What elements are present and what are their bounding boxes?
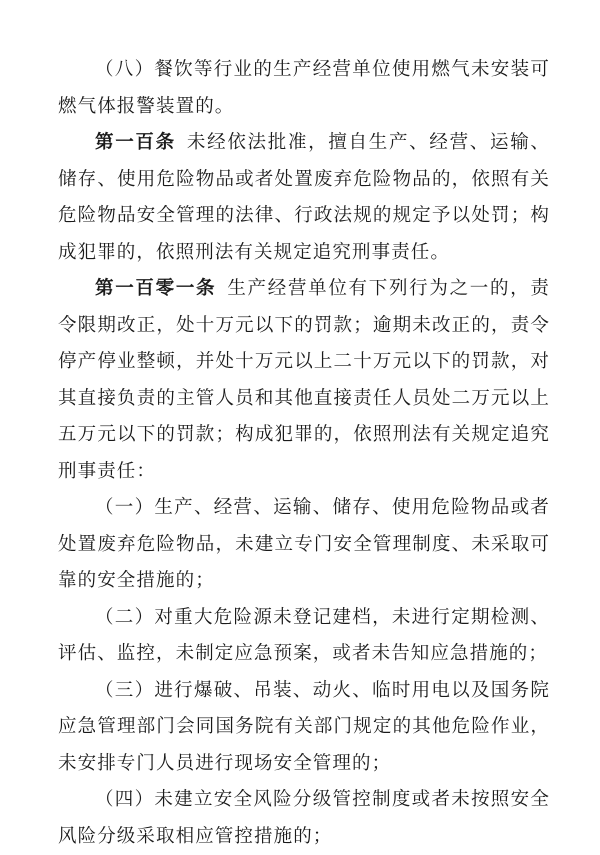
paragraph-text: （四）未建立安全风险分级管控制度或者未按照安全风险分级采取相应管控措施的； (58, 789, 550, 847)
paragraph-text: 未经依法批准，擅自生产、经营、运输、储存、使用危险物品或者处置废弃危险物品的，依照有关危险物品安全管理的法律、行政法规的规定予以处罚；构成犯罪的，依照刑法有关规定追究刑事责任。 (58, 132, 550, 263)
article-number: 第一百条 (95, 132, 176, 153)
article-number: 第一百零一条 (95, 278, 217, 299)
paragraph-item-4 (58, 782, 550, 855)
paragraph-item-3 (58, 673, 550, 783)
paragraph-item-2 (58, 600, 550, 673)
article-100 (58, 125, 550, 271)
paragraph-text: （二）对重大危险源未登记建档，未进行定期检测、评估、监控，未制定应急预案，或者未告知应急措施的； (58, 606, 550, 664)
paragraph-text: （三）进行爆破、吊装、动火、临时用电以及国务院应急管理部门会同国务院有关部门规定的其他危险作业，未安排专门人员进行现场安全管理的； (58, 679, 550, 774)
paragraph-item-1 (58, 490, 550, 600)
paragraph-item-8 (58, 52, 550, 125)
paragraph-text: （一）生产、经营、运输、储存、使用危险物品或者处置废弃危险物品，未建立专门安全管理制度、未采取可靠的安全措施的； (58, 497, 550, 591)
paragraph-text: （八）餐饮等行业的生产经营单位使用燃气未安装可燃气体报警装置的。 (58, 59, 550, 117)
document-page (58, 52, 550, 855)
article-101 (58, 271, 550, 490)
paragraph-text: 生产经营单位有下列行为之一的，责令限期改正，处十万元以下的罚款；逾期未改正的，责令停产停业整顿，并处十万元以上二十万元以下的罚款，对其直接负责的主管人员和其他直接责任人员处二万元以上五万元以下的罚款；构成犯罪的，依照刑法有关规定追究刑事责任： (58, 278, 550, 482)
